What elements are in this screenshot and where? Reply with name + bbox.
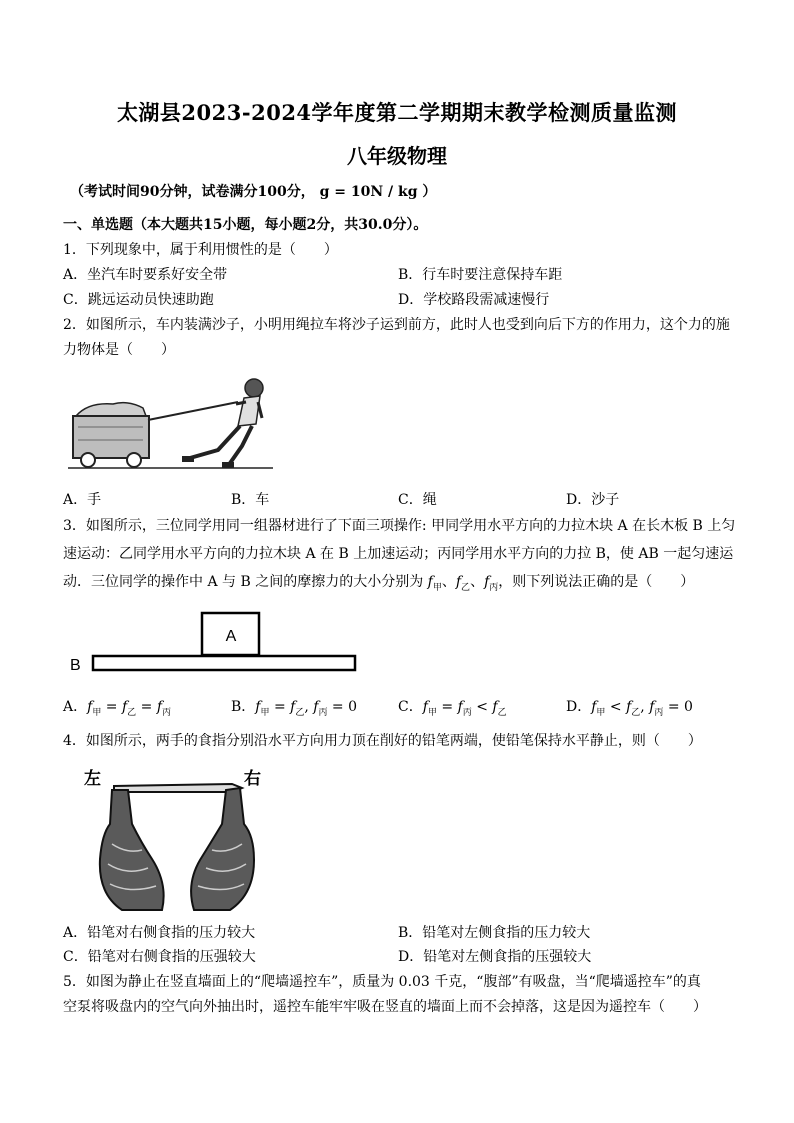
q2-stem-line2: 力物体是（ ） <box>63 342 175 358</box>
left-label: 左 <box>84 769 101 789</box>
q1-option-b: B．行车时要注意保持车距 <box>398 267 563 283</box>
q4-stem: 4．如图所示，两手的食指分别沿水平方向用力顶在削好的铅笔两端，使铅笔保持水平静止，则（ ） <box>63 733 702 749</box>
exam-subtitle: 八年级物理 <box>347 144 447 168</box>
q3-option-d <box>566 697 693 723</box>
q2-option-a: A．手 <box>63 492 102 508</box>
q3-option-c-formula: $f_甲 = f_丙 < f_乙$ <box>422 699 507 718</box>
q1-option-a: A．坐汽车时要系好安全带 <box>63 267 228 283</box>
q3-option-b <box>231 697 357 723</box>
q2-option-c: C．绳 <box>398 492 437 508</box>
q4-option-a: A．铅笔对右侧食指的压力较大 <box>63 925 256 941</box>
q2-option-b: B．车 <box>231 492 270 508</box>
q3-option-a-formula: $f_甲 = f_乙 = f_丙$ <box>87 699 172 718</box>
board-b-label: B <box>70 657 81 674</box>
q1-option-c: C．跳远运动员快速助跑 <box>63 292 214 308</box>
q5-stem-line2: 空泵将吸盘内的空气向外抽出时，遥控车能牢牢吸在竖直的墙面上而不会掉落，这是因为遥控车（ ） <box>63 999 707 1015</box>
q3-stem-line2: 速运动：乙同学用水平方向的力拉木块 A 在 B 上加速运动；丙同学用水平方向的力拉 B，使 AB 一起匀速运 <box>63 546 734 562</box>
q3-option-b-letter: B． <box>231 699 256 715</box>
q2-stem-line1: 2．如图所示，车内装满沙子，小明用绳拉车将沙子运到前方，此时人也受到向后下方的作用力，这个力的施 <box>63 317 730 333</box>
exam-title: 太湖县2023-2024学年度第二学期期末教学检测质量监测 <box>116 100 678 125</box>
q3-option-c-letter: C． <box>398 699 423 715</box>
block-a-label: A <box>225 628 237 645</box>
q4-option-d: D．铅笔对左侧食指的压强较大 <box>398 949 592 965</box>
q4-option-c: C．铅笔对右侧食指的压强较大 <box>63 949 256 965</box>
q3-stem-line3 <box>63 572 694 598</box>
q3-friction-symbols: $f_甲$、$f_乙$、$f_丙$ <box>427 574 499 593</box>
block-board-figure <box>66 610 366 676</box>
right-label: 右 <box>244 769 261 789</box>
section-heading: 一、单选题（本大题共15小题，每小题2分，共30.0分）。 <box>63 217 428 233</box>
q3-option-c <box>398 697 507 723</box>
cart-pulling-figure <box>68 372 278 472</box>
q3-option-b-formula: $f_甲 = f_乙$, $f_丙 = 0$ <box>255 699 357 718</box>
q1-option-d: D．学校路段需减速慢行 <box>398 292 550 308</box>
q3-option-a <box>63 697 171 723</box>
q3-option-d-letter: D． <box>566 699 592 715</box>
q3-option-a-letter: A． <box>63 699 88 715</box>
q3-stem-line3a: 动．三位同学的操作中 A 与 B 之间的摩擦力的大小分别为 <box>63 574 428 590</box>
exam-note: （考试时间90分钟，试卷满分100分， g = 10N / kg ） <box>70 184 437 200</box>
q2-option-d: D．沙子 <box>566 492 620 508</box>
q3-option-d-formula: $f_甲 < f_乙$, $f_丙 = 0$ <box>591 699 693 718</box>
q3-stem-line1: 3．如图所示，三位同学用同一组器材进行了下面三项操作: 甲同学用水平方向的力拉木块 A 在长木板 B 上匀 <box>63 518 736 534</box>
q1-stem: 1．下列现象中，属于利用惯性的是（ ） <box>63 242 338 258</box>
q5-stem-line1: 5．如图为静止在竖直墙面上的“爬墙遥控车”，质量为 0.03 千克，“腹部”有吸盘，当“爬墙遥控车”的真 <box>63 974 701 990</box>
pencil-fingers-figure <box>82 764 272 912</box>
q4-option-b: B．铅笔对左侧食指的压力较大 <box>398 925 591 941</box>
q3-stem-line3b: ，则下列说法正确的是（ ） <box>498 574 695 590</box>
